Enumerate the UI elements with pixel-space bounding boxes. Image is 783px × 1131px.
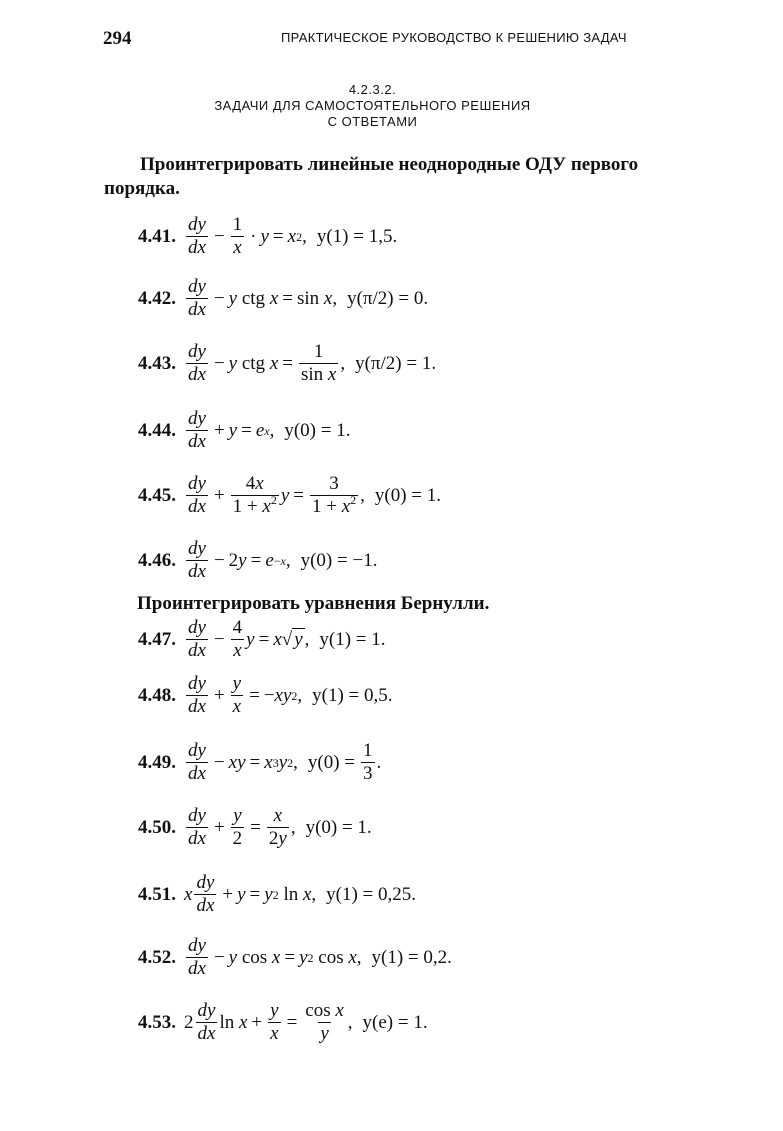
problem-4-45 — [138, 473, 441, 518]
equation: $\frac{dy}{dx}$ + $\frac{4x}{1 + x^2}$ y = $\frac{3}{1 + x^2}$ , — [188, 473, 365, 517]
equation: $\frac{dy}{dx}$ + $\frac{y}{2}$ = $\frac{x}{2y}$ , — [188, 805, 296, 849]
equation: $\frac{dy}{dx}$ − y ctg x = sin x , — [188, 276, 338, 320]
initial-condition: y(0) = 1. — [305, 816, 372, 838]
initial-condition: y(π/2) = 0. — [347, 287, 429, 309]
problem-4-47 — [138, 617, 386, 662]
problem-4-50 — [138, 805, 372, 850]
equation: $\frac{dy}{dx}$ − xy = x 3 y 2 , — [188, 740, 298, 784]
page-number: 294 — [103, 28, 132, 49]
problem-number: 4.43. — [138, 352, 176, 374]
problem-number: 4.52. — [138, 946, 176, 968]
problem-4-51 — [138, 872, 416, 917]
initial-condition: y(1) = 0,25. — [326, 883, 417, 905]
equation: $\frac{dy}{dx}$ − $\frac{1}{x}$ · y = x 2 , — [188, 214, 307, 258]
problem-number: 4.48. — [138, 684, 176, 706]
equation: $\frac{dy}{dx}$ + $\frac{y}{x}$ = − xy 2 , — [188, 673, 303, 717]
equation: $\frac{dy}{dx}$ − y ctg x = $\frac{1}{\text{sin x}}$ , — [188, 341, 346, 385]
problem-number: 4.42. — [138, 287, 176, 309]
initial-condition: y(1) = 0,5. — [312, 684, 393, 706]
initial-condition: y(1) = 0,2. — [371, 946, 452, 968]
initial-value-fraction: $\frac{1}{3}$ . — [363, 740, 382, 784]
problem-number: 4.47. — [138, 628, 176, 650]
problem-number: 4.44. — [138, 419, 176, 441]
initial-condition: y(0) = 1. — [374, 484, 441, 506]
problem-4-41 — [138, 214, 397, 259]
section-title-line2: С ОТВЕТАМИ — [327, 114, 418, 129]
problem-4-42 — [138, 276, 428, 321]
equation: 2 $\frac{dy}{dx}$ ln x + $\frac{y}{x}$ = $\frac{\text{cos x}}{y}$ , — [184, 1000, 353, 1044]
equation: $\frac{dy}{dx}$ − 2 y = e −x , — [188, 538, 291, 582]
equation: x $\frac{dy}{dx}$ + y = y 2 ln x , — [184, 872, 317, 916]
problem-4-43 — [138, 341, 436, 386]
equation: $\frac{dy}{dx}$ + y = e x , — [188, 408, 275, 452]
problem-number: 4.49. — [138, 751, 176, 773]
initial-condition: y(0) = −1. — [300, 549, 378, 571]
problem-4-44 — [138, 408, 350, 453]
problem-4-52 — [138, 935, 452, 980]
section-title-line1: ЗАДАЧИ ДЛЯ САМОСТОЯТЕЛЬНОГО РЕШЕНИЯ — [214, 98, 531, 113]
problem-number: 4.46. — [138, 549, 176, 571]
equation: $\frac{dy}{dx}$ − $\frac{4}{x}$ y = x √ y , — [188, 617, 310, 661]
problem-number: 4.45. — [138, 484, 176, 506]
instruction-linear: Проинтегрировать линейные неоднородные ОДУ первого порядка. — [104, 154, 639, 199]
problem-number: 4.50. — [138, 816, 176, 838]
problem-4-48 — [138, 673, 393, 718]
initial-condition: y(e) = 1. — [362, 1011, 428, 1033]
instruction-bernoulli: Проинтегрировать уравнения Бернулли. — [137, 593, 490, 614]
problem-number: 4.51. — [138, 883, 176, 905]
problem-number: 4.41. — [138, 225, 176, 247]
running-title: ПРАКТИЧЕСКОЕ РУКОВОДСТВО К РЕШЕНИЮ ЗАДАЧ — [281, 30, 627, 45]
initial-condition: y(1) = 1. — [319, 628, 386, 650]
problem-4-46 — [138, 538, 377, 583]
problem-4-53 — [138, 1000, 428, 1045]
problem-4-49 — [138, 740, 381, 785]
initial-condition: y(0) = 1. — [284, 419, 351, 441]
initial-condition: y(π/2) = 1. — [355, 352, 437, 374]
equation: $\frac{dy}{dx}$ − y cos x = y 2 cos x , — [188, 935, 362, 979]
initial-condition: y(0) = — [307, 751, 355, 773]
problem-number: 4.53. — [138, 1011, 176, 1033]
initial-condition: y(1) = 1,5. — [316, 225, 398, 247]
section-number: 4.2.3.2. — [348, 82, 397, 97]
section-heading — [150, 82, 595, 130]
